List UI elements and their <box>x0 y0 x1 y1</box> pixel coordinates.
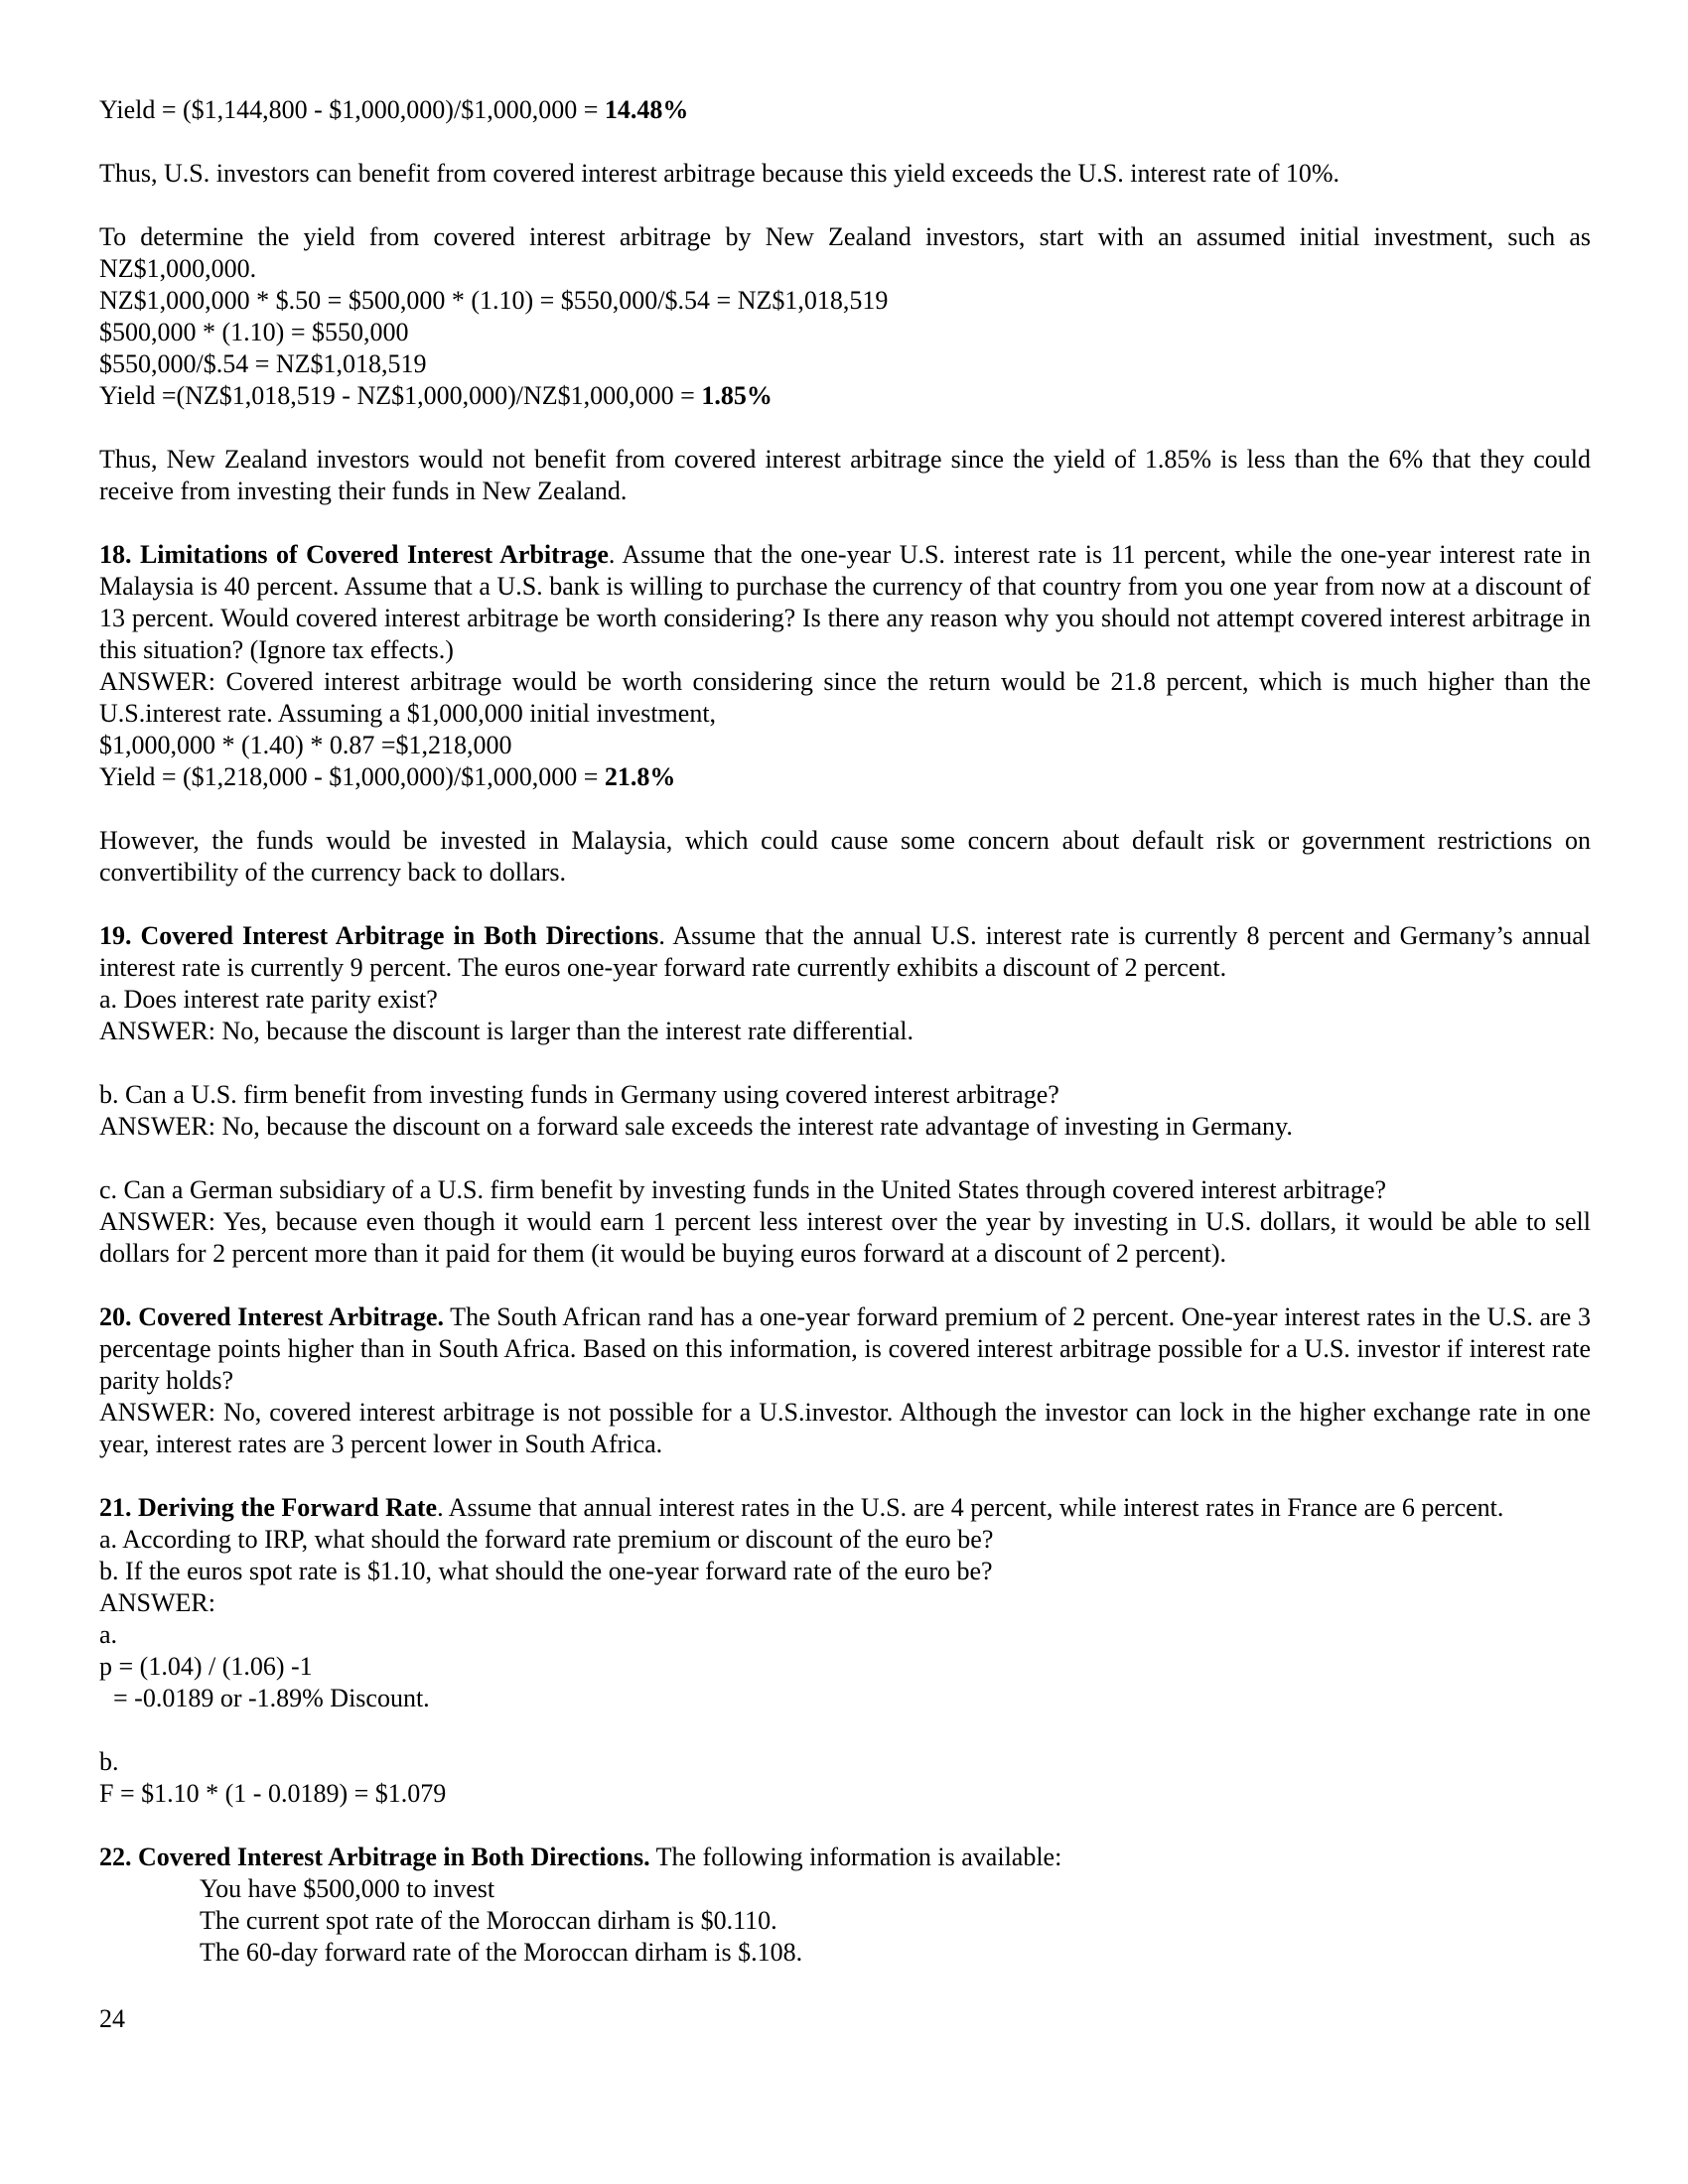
q21-question <box>99 1492 1591 1524</box>
q20-title: 20. Covered Interest Arbitrage. <box>99 1302 444 1331</box>
q21-a-question: a. According to IRP, what should the forward rate premium or discount of the euro be? <box>99 1525 994 1554</box>
q18-calc: $1,000,000 * (1.40) * 0.87 =$1,218,000 <box>99 731 512 759</box>
q20-question <box>99 1301 1591 1397</box>
q22-item: You have $500,000 to invest <box>200 1874 495 1903</box>
document-page <box>99 94 1591 1969</box>
q18-however: However, the funds would be invested in Malaysia, which could cause some concern about default risk or government restrictions on convertibility of the currency back to dollars. <box>99 826 1591 887</box>
q19-title: 19. Covered Interest Arbitrage in Both Directions <box>99 921 659 950</box>
q22-question <box>99 1842 1591 1873</box>
q21-answer-label: ANSWER: <box>99 1588 215 1617</box>
conclusion-us: Thus, U.S. investors can benefit from covered interest arbitrage because this yield exceeds the U.S. interest rate of 10%. <box>99 159 1340 188</box>
page-number: 24 <box>99 2004 125 2033</box>
q21-a-calc-2: = -0.0189 or -1.89% Discount. <box>113 1684 430 1712</box>
q18-title: 18. Limitations of Covered Interest Arbitrage <box>99 540 609 569</box>
nz-calc-3: $550,000/$.54 = NZ$1,018,519 <box>99 349 427 378</box>
nz-calc-1: NZ$1,000,000 * $.50 = $500,000 * (1.10) = $550,000/$.54 = NZ$1,018,519 <box>99 286 889 315</box>
q19-a-question: a. Does interest rate parity exist? <box>99 985 438 1014</box>
yield-nz-value: 1.85% <box>701 381 773 410</box>
q22-intro: The following information is available: <box>649 1843 1062 1871</box>
q21-title: 21. Deriving the Forward Rate <box>99 1493 438 1522</box>
q19-c-answer: ANSWER: Yes, because even though it would earn 1 percent less interest over the year by investing in U.S. dollars, it would be able to sell dollars for 2 percent more than it paid for them (it would be buying euros forward at a discount of 2 percent). <box>99 1207 1591 1268</box>
q22-item: The 60-day forward rate of the Moroccan dirham is $.108. <box>200 1938 803 1967</box>
q18-yield-line <box>99 761 1591 793</box>
q21-a-calc-1: p = (1.04) / (1.06) -1 <box>99 1652 313 1681</box>
yield-nz-line <box>99 380 1591 412</box>
q18-yield-value: 21.8% <box>604 762 676 791</box>
q20-answer: ANSWER: No, covered interest arbitrage is not possible for a U.S.investor. Although the investor can lock in the higher exchange rate in one year, interest rates are 3 percent lower in South Africa. <box>99 1398 1591 1458</box>
q19-c-question: c. Can a German subsidiary of a U.S. firm benefit by investing funds in the United States through covered interest arbitrage? <box>99 1175 1387 1204</box>
nz-intro: To determine the yield from covered interest arbitrage by New Zealand investors, start with an assumed initial investment, such as NZ$1,000,000. <box>99 222 1591 283</box>
q18-question-text: . Assume that the one-year U.S. interest rate is 11 percent, while the one-year interest rate in Malaysia is 40 percent. Assume that a U.S. bank is willing to purchase the currency of that country from you one year from now at a discount of 13 percent. Would covered interest arbitrage be worth considering? Is there any reason why you should not attempt covered interest arbitrage in this situation? (Ignore tax effects.) <box>99 540 1592 664</box>
q18-yield-text: Yield = ($1,218,000 - $1,000,000)/$1,000,000 = <box>99 762 605 791</box>
q20-question-text: The South African rand has a one-year forward premium of 2 percent. One-year interest rates in the U.S. are 3 percentage points higher than in South Africa. Based on this information, is covered interest arbitrage possible for a U.S. investor if interest rate parity holds? <box>99 1302 1591 1395</box>
q22-item: The current spot rate of the Moroccan dirham is $0.110. <box>200 1906 777 1935</box>
q21-b-calc: F = $1.10 * (1 - 0.0189) = $1.079 <box>99 1779 447 1808</box>
q21-question-text: . Assume that annual interest rates in the U.S. are 4 percent, while interest rates in France are 6 percent. <box>437 1493 1504 1522</box>
conclusion-nz: Thus, New Zealand investors would not benefit from covered interest arbitrage since the yield of 1.85% is less than the 6% that they could receive from investing their funds in New Zealand. <box>99 445 1591 505</box>
yield-nz-text: Yield =(NZ$1,018,519 - NZ$1,000,000)/NZ$1,000,000 = <box>99 381 702 410</box>
q21-b-label: b. <box>99 1747 119 1776</box>
q18-answer: ANSWER: Covered interest arbitrage would be worth considering since the return would be 21.8 percent, which is much higher than the U.S.interest rate. Assuming a $1,000,000 initial investment, <box>99 667 1591 728</box>
nz-calc-2: $500,000 * (1.10) = $550,000 <box>99 318 409 346</box>
q19-question-text: . Assume that the annual U.S. interest rate is currently 8 percent and Germany’s annual interest rate is currently 9 percent. The euros one-year forward rate currently exhibits a discount of 2 percent. <box>99 921 1592 982</box>
q21-a-label: a. <box>99 1620 118 1649</box>
q19-question <box>99 920 1591 984</box>
yield-us-text: Yield = ($1,144,800 - $1,000,000)/$1,000,000 = <box>99 95 605 124</box>
q22-title: 22. Covered Interest Arbitrage in Both Directions. <box>99 1843 650 1871</box>
yield-us-line <box>99 94 1591 126</box>
q19-a-answer: ANSWER: No, because the discount is larger than the interest rate differential. <box>99 1017 914 1045</box>
yield-us-value: 14.48% <box>604 95 689 124</box>
q21-b-question: b. If the euros spot rate is $1.10, what should the one-year forward rate of the euro be? <box>99 1557 993 1585</box>
q19-b-question: b. Can a U.S. firm benefit from investing funds in Germany using covered interest arbitrage? <box>99 1080 1059 1109</box>
q19-b-answer: ANSWER: No, because the discount on a forward sale exceeds the interest rate advantage of investing in Germany. <box>99 1112 1293 1141</box>
q18-question <box>99 539 1591 666</box>
